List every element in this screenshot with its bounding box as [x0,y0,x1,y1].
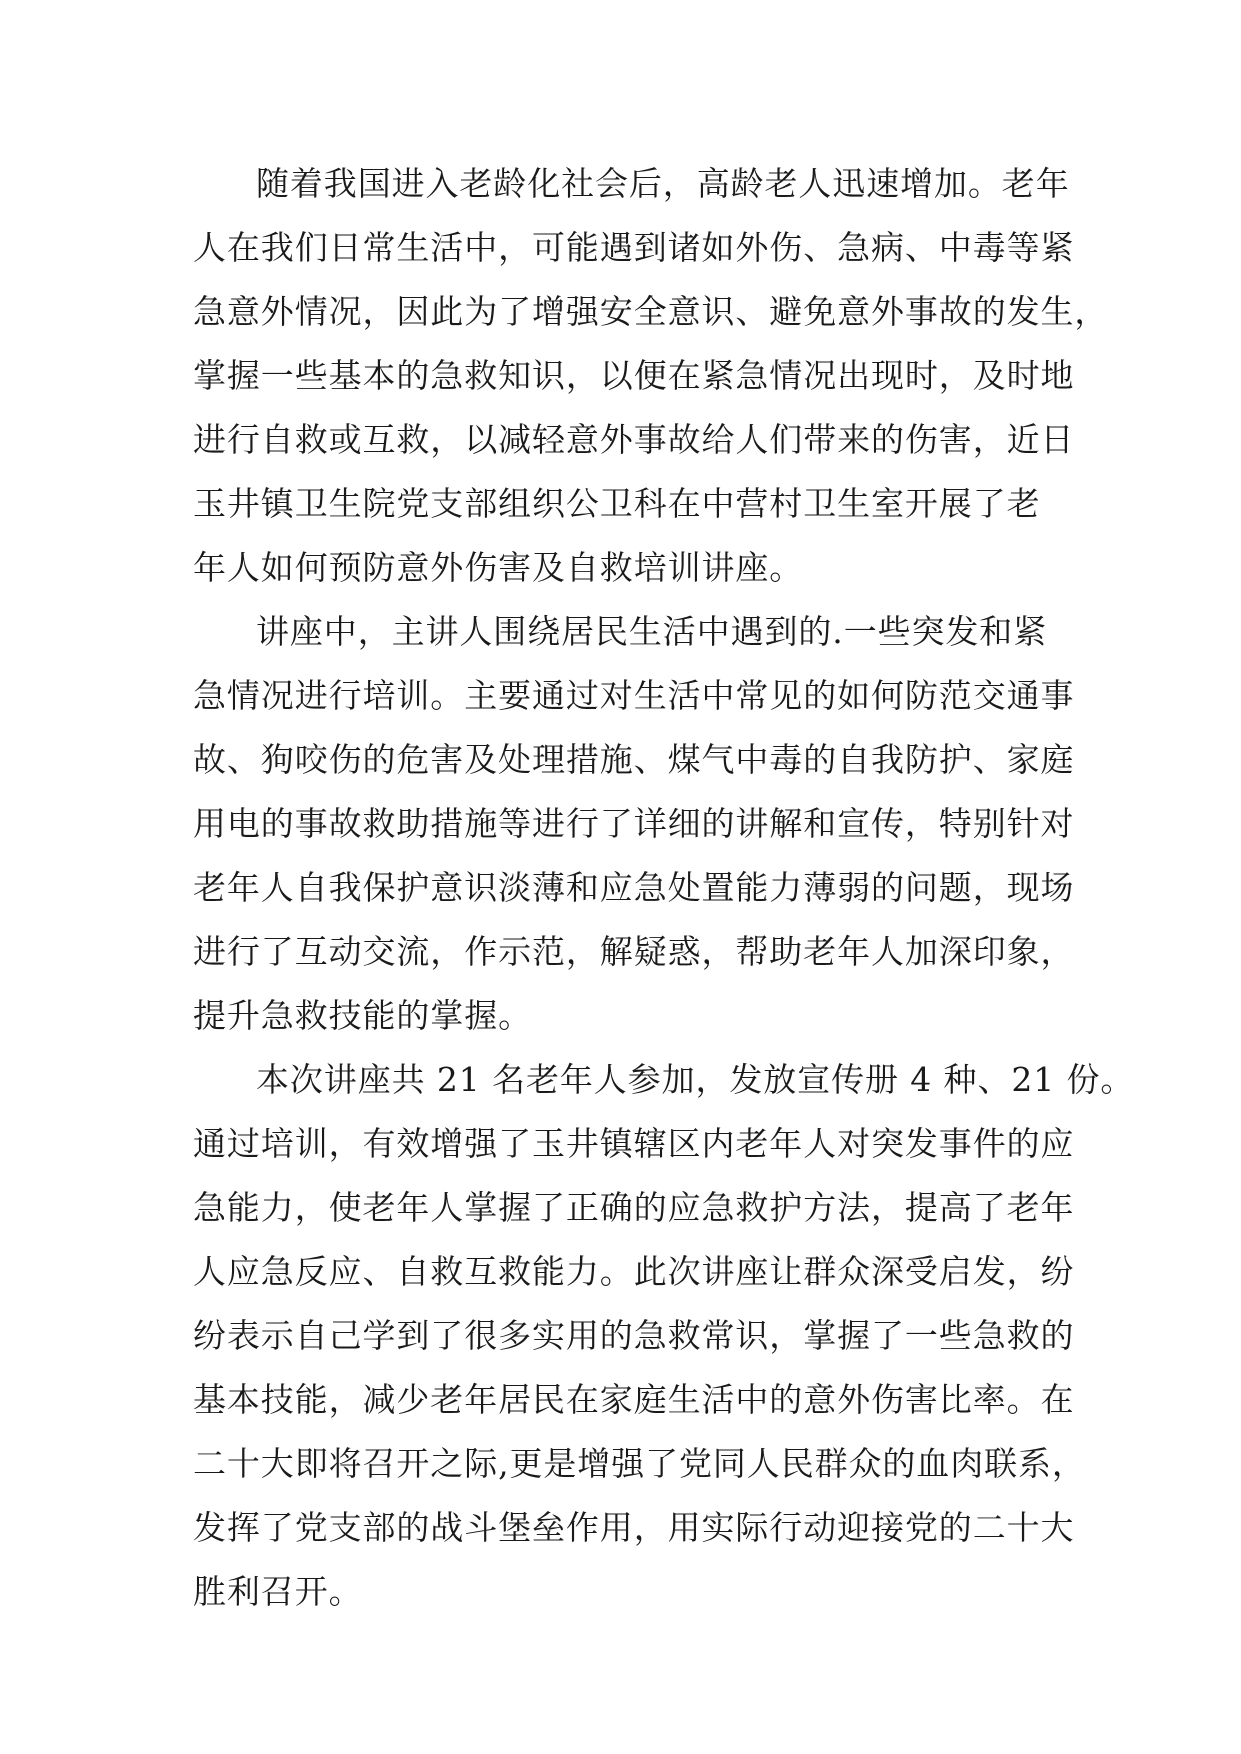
paragraph-3-line-8: 发挥了党支部的战斗堡垒作用，用实际行动迎接党的二十大 [193,1508,1075,1547]
paragraph-2-line-2: 急情况进行培训。主要通过对生活中常见的如何防范交通事 [193,676,1075,715]
paragraph-3-line-4: 人应急反应、自救互救能力。此次讲座让群众深受启发，纷 [193,1252,1075,1291]
paragraph-3-line-6: 基本技能，减少老年居民在家庭生活中的意外伤害比率。在 [193,1380,1075,1419]
paragraph-2-line-5: 老年人自我保护意识淡薄和应急处置能力薄弱的问题，现场 [193,868,1075,907]
paragraph-3-line-1: 本次讲座共 21 名老年人参加，发放宣传册 4 种、21 份。 [256,1060,1135,1099]
paragraph-1-line-1: 随着我国进入老龄化社会后，高龄老人迅速增加。老年 [256,164,1070,203]
paragraph-2-line-6: 进行了互动交流，作示范，解疑惑，帮助老年人加深印象， [193,932,1075,971]
paragraph-1-line-3: 急意外情况，因此为了增强安全意识、避免意外事故的发生， [193,292,1109,331]
paragraph-2-line-1: 讲座中，主讲人围绕居民生活中遇到的.一些突发和紧 [256,612,1048,651]
paragraph-1-line-6: 玉井镇卫生院党支部组织公卫科在中营村卫生室开展了老 [193,484,1041,523]
paragraph-2-line-3: 故、狗咬伤的危害及处理措施、煤气中毒的自我防护、家庭 [193,740,1075,779]
paragraph-2-line-7: 提升急救技能的掌握。 [193,996,532,1035]
paragraph-3-line-5: 纷表示自己学到了很多实用的急救常识，掌握了一些急救的 [193,1316,1075,1355]
paragraph-1-line-7: 年人如何预防意外伤害及自救培训讲座。 [193,548,804,587]
paragraph-1-line-2: 人在我们日常生活中，可能遇到诸如外伤、急病、中毒等紧 [193,228,1075,267]
paragraph-1-line-5: 进行自救或互救，以减轻意外事故给人们带来的伤害，近日 [193,420,1075,459]
paragraph-3-line-7: 二十大即将召开之际,更是增强了党同人民群众的血肉联系， [193,1444,1086,1483]
paragraph-3-line-2: 通过培训，有效增强了玉井镇辖区内老年人对突发事件的应 [193,1124,1075,1163]
paragraph-3-line-3: 急能力，使老年人掌握了正确的应急救护方法，提高了老年 [193,1188,1075,1227]
paragraph-3-line-9: 胜利召开。 [193,1572,363,1611]
paragraph-2-line-4: 用电的事故救助措施等进行了详细的讲解和宣传，特别针对 [193,804,1075,843]
paragraph-1-line-4: 掌握一些基本的急救知识，以便在紧急情况出现时，及时地 [193,356,1075,395]
